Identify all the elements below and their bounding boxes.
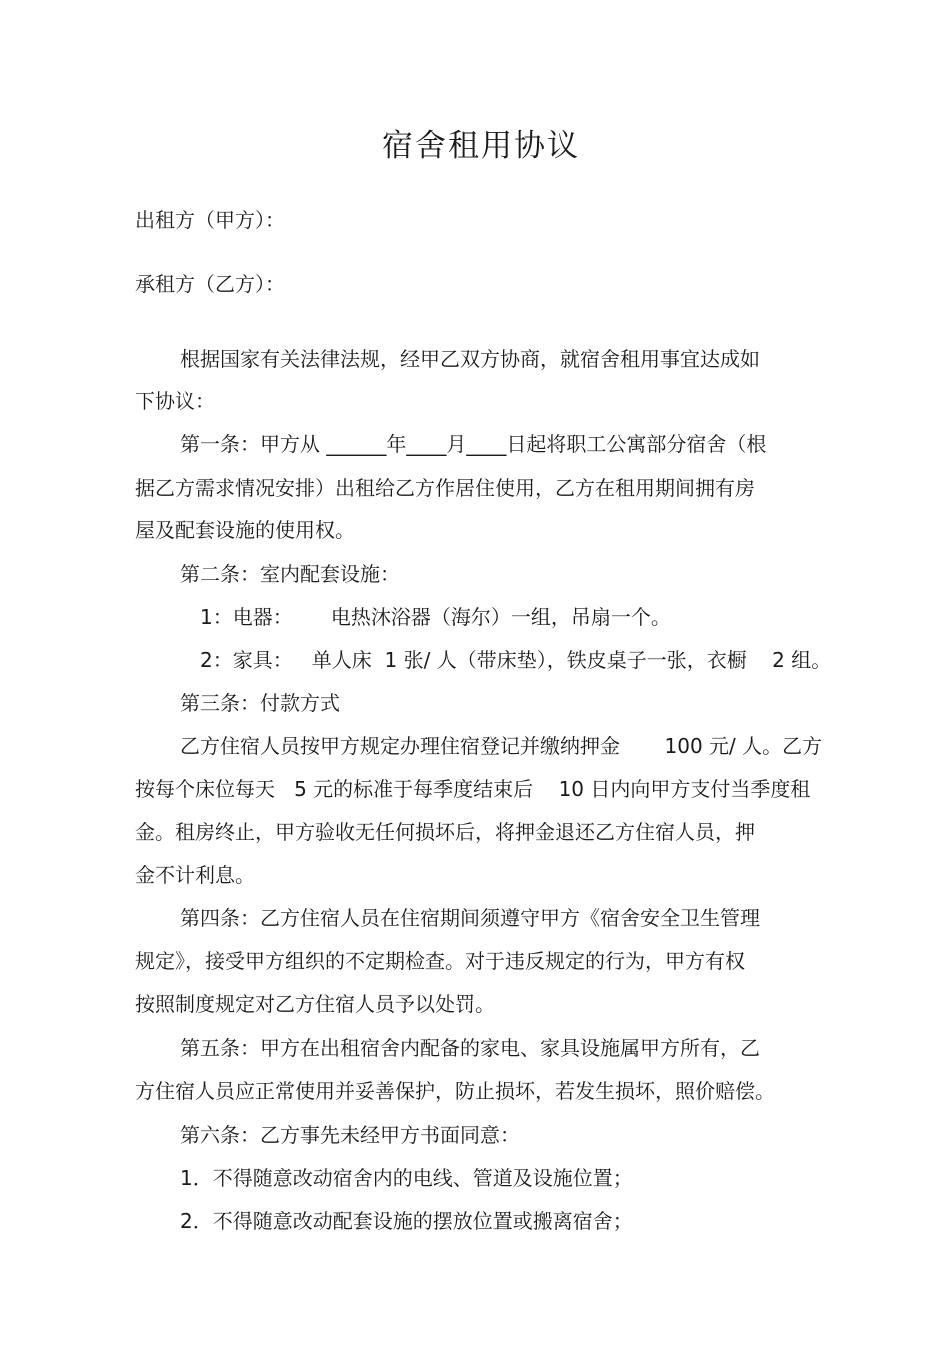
article6-item-1: 1．不得随意改动宿舍内的电线、管道及设施位置； bbox=[180, 1166, 633, 1190]
article6-item-2: 2．不得随意改动配套设施的摆放位置或搬离宿舍； bbox=[180, 1209, 633, 1233]
article3-heading: 第三条：付款方式 bbox=[180, 691, 340, 715]
article2-heading: 第二条：室内配套设施： bbox=[180, 562, 400, 586]
article4-line-1: 第四条：乙方住宿人员在住宿期间须遵守甲方《宿舍安全卫生管理 bbox=[180, 906, 760, 930]
preamble-line-2: 下协议： bbox=[135, 389, 215, 413]
article6-heading: 第六条：乙方事先未经甲方书面同意： bbox=[180, 1123, 520, 1147]
article1-line-1: 第一条：甲方从 ______年____月____日起将职工公寓部分宿舍（根 bbox=[180, 432, 767, 456]
article5-line-2: 方住宿人员应正常使用并妥善保护，防止损坏，若发生损坏，照价赔偿。 bbox=[135, 1079, 775, 1103]
article5-line-1: 第五条：甲方在出租宿舍内配备的家电、家具设施属甲方所有，乙 bbox=[180, 1036, 760, 1060]
article3-line-2: 按每个床位每天 5 元的标准于每季度结束后 10 日内向甲方支付当季度租 bbox=[135, 777, 811, 801]
article3-line-4: 金不计利息。 bbox=[135, 863, 255, 887]
article2-item-1: 1：电器： 电热沐浴器（海尔）一组，吊扇一个。 bbox=[200, 605, 671, 629]
lessor-line: 出租方（甲方）： bbox=[135, 208, 285, 232]
article2-item-2: 2：家具： 单人床 1 张/ 人（带床垫），铁皮桌子一张，衣橱 2 组。 bbox=[200, 648, 832, 672]
lessee-line: 承租方（乙方）： bbox=[135, 272, 285, 296]
article3-line-1: 乙方住宿人员按甲方规定办理住宿登记并缴纳押金 100 元/ 人。乙方 bbox=[180, 734, 823, 758]
article1-line-2: 据乙方需求情况安排）出租给乙方作居住使用，乙方在租用期间拥有房 bbox=[135, 476, 755, 500]
article4-line-2: 规定》，接受甲方组织的不定期检查。对于违反规定的行为，甲方有权 bbox=[135, 949, 745, 973]
article1-line-3: 屋及配套设施的使用权。 bbox=[135, 518, 355, 542]
article4-line-3: 按照制度规定对乙方住宿人员予以处罚。 bbox=[135, 992, 495, 1016]
article3-line-3: 金。租房终止，甲方验收无任何损坏后，将押金退还乙方住宿人员，押 bbox=[135, 820, 755, 844]
preamble-line-1: 根据国家有关法律法规，经甲乙双方协商，就宿舍租用事宜达成如 bbox=[180, 347, 760, 371]
page-title: 宿舍租用协议 bbox=[382, 128, 580, 164]
